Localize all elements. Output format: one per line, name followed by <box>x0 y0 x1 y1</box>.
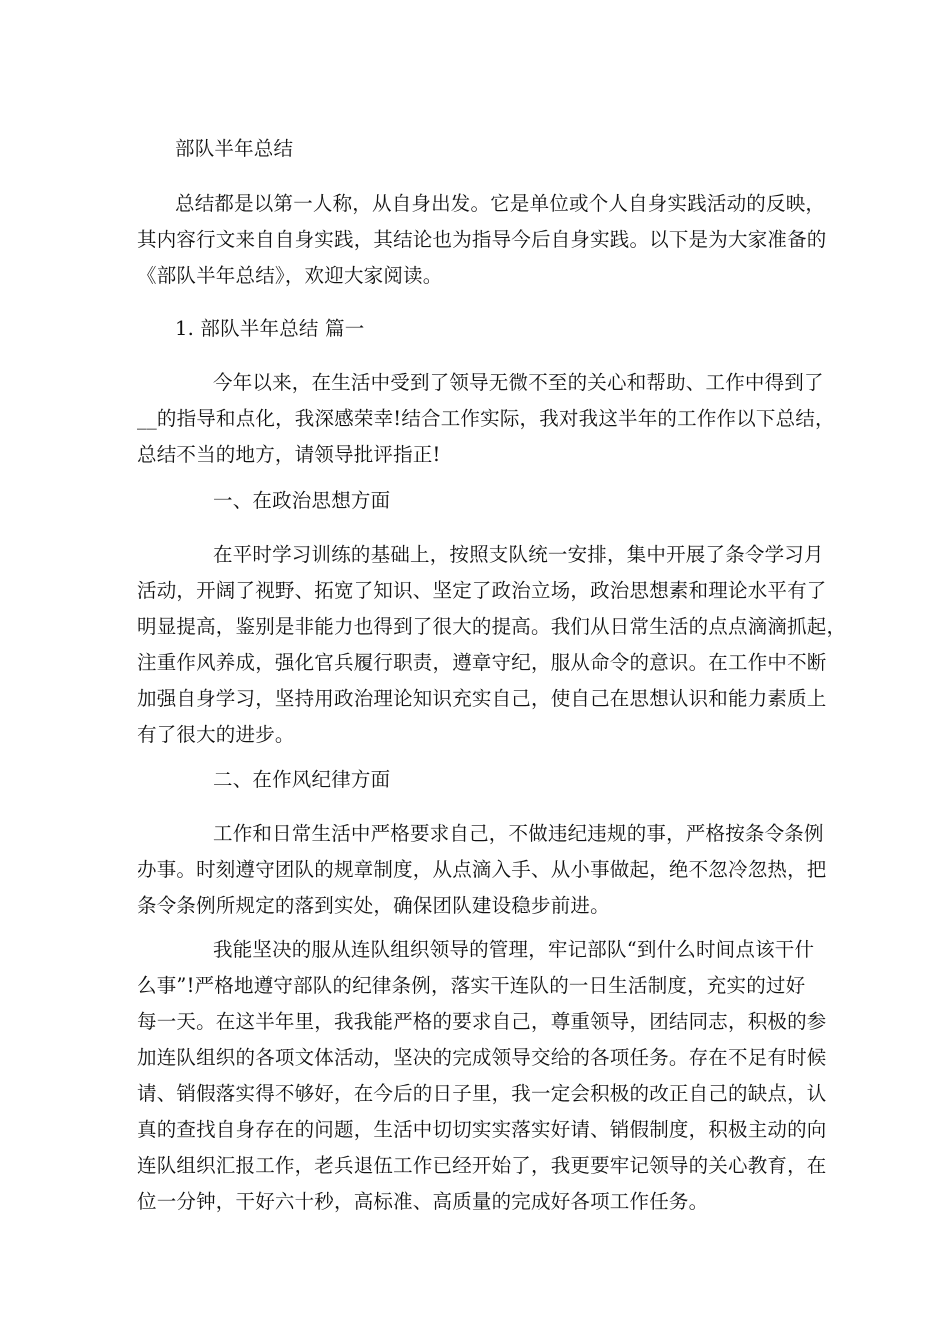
intro-line: 总结都是以第一人称，从自身出发。它是单位或个人自身实践活动的反映， <box>175 192 826 215</box>
paragraph-line: 今年以来，在生活中受到了领导无微不至的关心和帮助、工作中得到了 <box>213 371 824 394</box>
intro-line: 《部队半年总结》，欢迎大家阅读。 <box>137 264 443 287</box>
paragraph-line: 工作和日常生活中严格要求自己，不做违纪违规的事，严格按条令条例 <box>213 822 824 845</box>
paragraph-line: 每一天。在这半年里，我我能严格的要求自己，尊重领导，团结同志，积极的参 <box>137 1010 827 1033</box>
paragraph-line: 办事。时刻遵守团队的规章制度，从点滴入手、从小事做起，绝不忽冷忽热，把 <box>137 858 827 881</box>
paragraph-line: 注重作风养成，强化官兵履行职责，遵章守纪，服从命令的意识。在工作中不断 <box>137 651 827 674</box>
paragraph-line: 么事”!严格地遵守部队的纪律条例，落实干连队的一日生活制度，充实的过好 <box>137 974 806 997</box>
paragraph-line: 总结不当的地方，请领导批评指正! <box>137 443 441 466</box>
paragraph-line: 真的查找自身存在的问题，生活中切切实实落实好请、销假制度，积极主动的向 <box>137 1118 827 1141</box>
body-paragraph <box>137 816 827 924</box>
paragraph-line: 明显提高，鉴别是非能力也得到了很大的提高。我们从日常生活的点点滴滴抓起， <box>137 615 847 638</box>
subsection-heading <box>137 762 817 798</box>
document-title <box>137 131 817 167</box>
subsection-heading-text: 二、在作风纪律方面 <box>213 768 391 791</box>
paragraph-line: 加强自身学习，坚持用政治理论知识充实自己，使自己在思想认识和能力素质上 <box>137 687 827 710</box>
paragraph-line: 条令条例所规定的落到实处，确保团队建设稳步前进。 <box>137 894 610 917</box>
paragraph-line: 加连队组织的各项文体活动，坚决的完成领导交给的各项任务。存在不足有时候 <box>137 1046 827 1069</box>
paragraph-line: 我能坚决的服从连队组织领导的管理，牢记部队“到什么时间点该干什 <box>213 938 815 961</box>
section-heading <box>137 311 817 347</box>
paragraph-line: 连队组织汇报工作，老兵退伍工作已经开始了，我更要牢记领导的关心教育，在 <box>137 1154 827 1177</box>
title-text: 部队半年总结 <box>175 137 294 160</box>
paragraph-line: 位一分钟，干好六十秒，高标准、高质量的完成好各项工作任务。 <box>137 1190 709 1213</box>
body-paragraph <box>137 537 847 753</box>
section-heading-text: 1. 部队半年总结 篇一 <box>175 317 365 340</box>
intro-paragraph <box>137 186 827 294</box>
paragraph-line: 有了很大的进步。 <box>137 723 295 746</box>
body-paragraph <box>137 932 827 1220</box>
paragraph-line: 请、销假落实得不够好，在今后的日子里，我一定会积极的改正自己的缺点，认 <box>137 1082 827 1105</box>
intro-line: 其内容行文来自自身实践，其结论也为指导今后自身实践。以下是为大家准备的 <box>137 228 827 251</box>
paragraph-line: 活动，开阔了视野、拓宽了知识、坚定了政治立场，政治思想素和理论水平有了 <box>137 579 827 602</box>
subsection-heading <box>137 483 817 519</box>
paragraph-line: __的指导和点化，我深感荣幸!结合工作实际，我对我这半年的工作作以下总结， <box>137 407 835 430</box>
subsection-heading-text: 一、在政治思想方面 <box>213 489 391 512</box>
paragraph-line: 在平时学习训练的基础上，按照支队统一安排，集中开展了条令学习月 <box>213 543 824 566</box>
body-paragraph <box>137 365 835 473</box>
